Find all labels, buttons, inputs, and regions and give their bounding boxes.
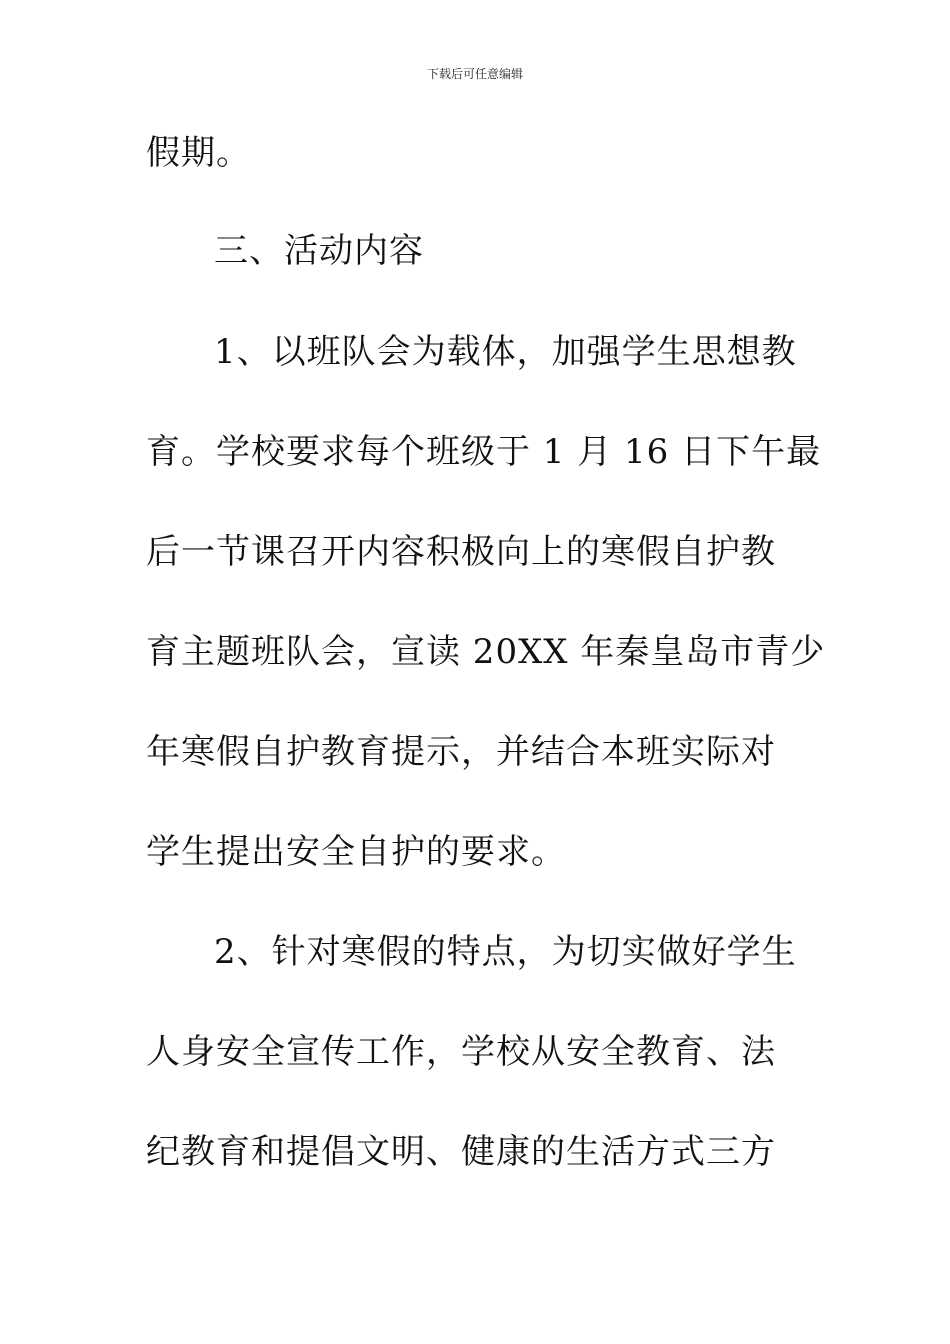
section-heading: 三、活动内容	[214, 231, 424, 271]
text-line: 1、以班队会为载体，加强学生思想教	[214, 332, 797, 372]
text-line: 育主题班队会，宣读 20XX 年秦皇岛市青少	[146, 632, 826, 672]
text-line: 育。学校要求每个班级于 1 月 16 日下午最	[146, 432, 822, 472]
text-line: 年寒假自护教育提示，并结合本班实际对	[146, 732, 776, 772]
text-line: 人身安全宣传工作，学校从安全教育、法	[146, 1032, 776, 1072]
text-line: 后一节课召开内容积极向上的寒假自护教	[146, 532, 776, 572]
page-header: 下载后可任意编辑	[426, 67, 523, 81]
text-line: 假期。	[146, 133, 251, 173]
text-line: 学生提出安全自护的要求。	[146, 832, 566, 872]
text-line: 纪教育和提倡文明、健康的生活方式三方	[146, 1132, 776, 1172]
text-line: 2、针对寒假的特点，为切实做好学生	[214, 932, 797, 972]
